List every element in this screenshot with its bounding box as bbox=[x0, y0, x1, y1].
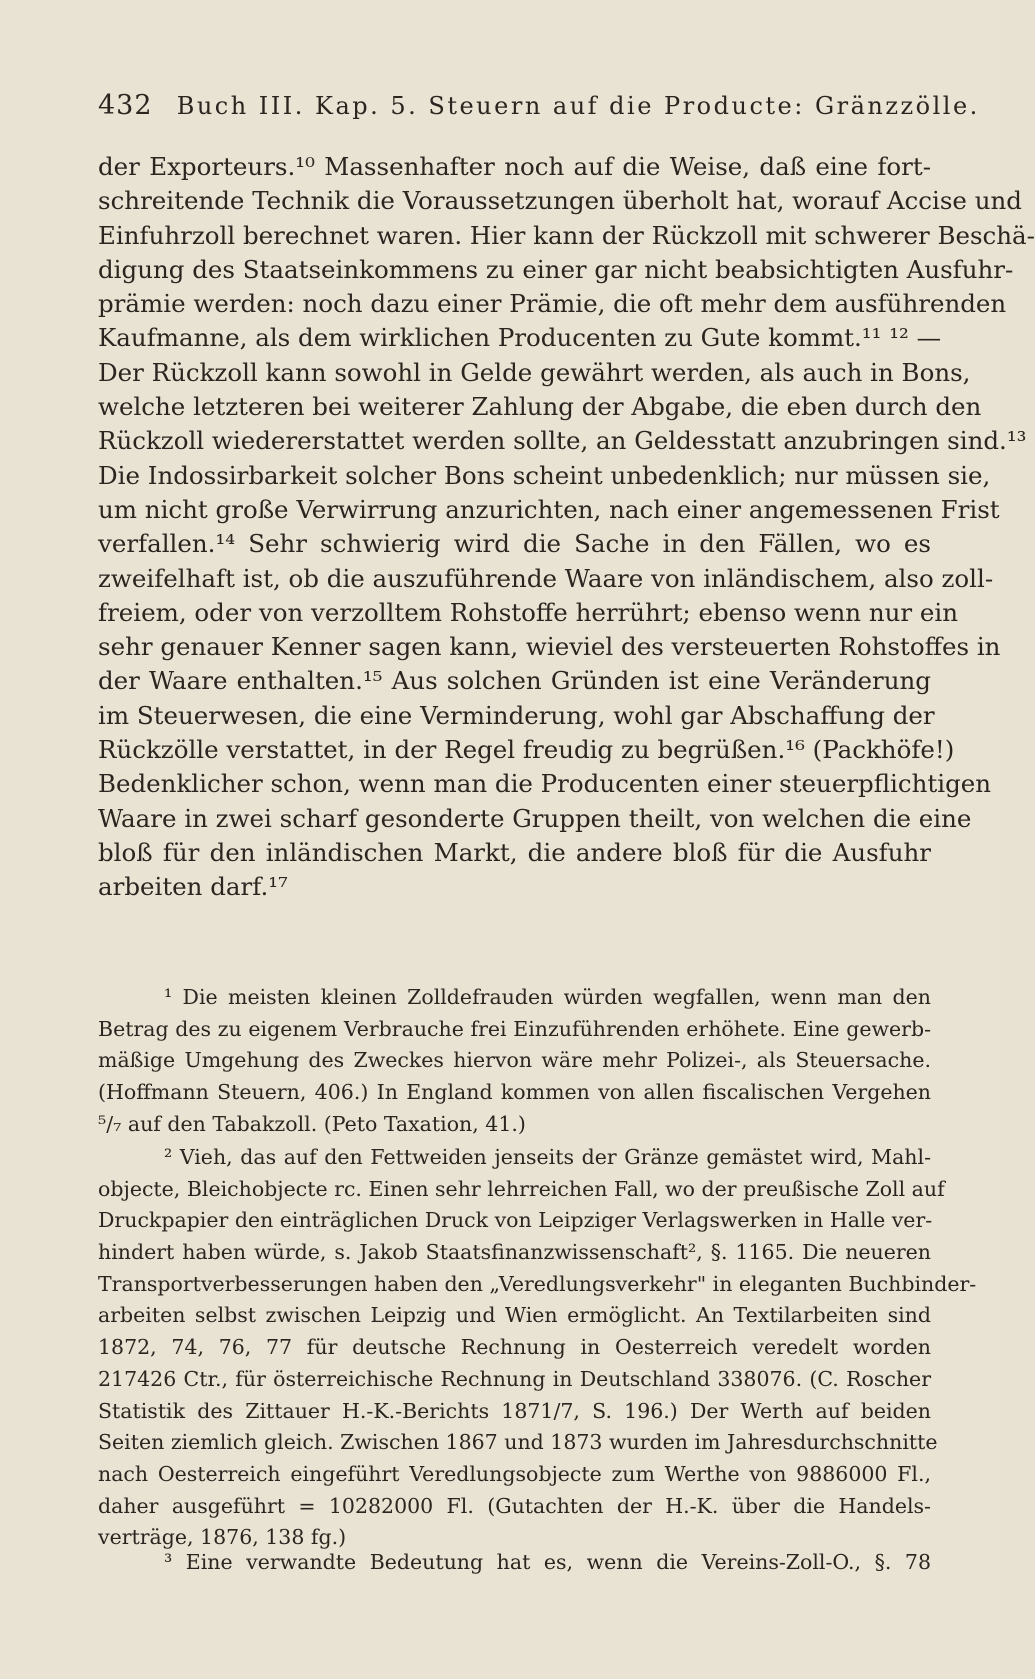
text-line: im Steuerwesen, die eine Verminderung, wohl gar Abschaffung der bbox=[98, 700, 935, 730]
page-number: 432 bbox=[98, 90, 153, 121]
footnote-line: objecte, Bleichobjecte rc. Einen sehr lehrreichen Fall, wo der preußische Zoll auf bbox=[98, 1176, 945, 1201]
text-line: verfallen.¹⁴ Sehr schwierig wird die Sache in den Fällen, wo es bbox=[98, 529, 931, 559]
footnote-line: Betrag des zu eigenem Verbrauche frei Einzuführenden erhöhete. Eine gewerb- bbox=[98, 1016, 931, 1041]
footnote-line: ¹ Die meisten kleinen Zolldefrauden würden wegfallen, wenn man den bbox=[164, 985, 931, 1009]
text-line: prämie werden: noch dazu einer Prämie, die oft mehr dem ausführenden bbox=[98, 289, 1007, 319]
main-text bbox=[98, 150, 1035, 905]
footnote-line: ² Vieh, das auf den Fettweiden jenseits der Gränze gemästet wird, Mahl- bbox=[164, 1145, 931, 1169]
running-title: Buch III. Kap. 5. Steuern auf die Producte: Gränzzölle. bbox=[176, 92, 980, 120]
text-line: welche letzteren bei weiterer Zahlung der Abgabe, die eben durch den bbox=[98, 392, 982, 422]
footnote-line: 1872, 74, 76, 77 für deutsche Rechnung in Oesterreich veredelt worden bbox=[98, 1335, 931, 1360]
footnote-line: mäßige Umgehung des Zweckes hiervon wäre mehr Polizei-, als Steuersache. bbox=[98, 1048, 931, 1073]
footnote-3 bbox=[98, 1547, 931, 1579]
footnote-line: arbeiten selbst zwischen Leipzig und Wien ermöglicht. An Textilarbeiten sind bbox=[98, 1303, 931, 1328]
text-line: Einfuhrzoll berechnet waren. Hier kann der Rückzoll mit schwerer Beschä- bbox=[98, 220, 1035, 250]
footnote-1 bbox=[98, 982, 931, 1140]
text-line: der Exporteurs.¹⁰ Massenhafter noch auf die Weise, daß eine fort- bbox=[98, 152, 931, 181]
footnote-line: hindert haben würde, s. Jakob Staatsfinanzwissenschaft², §. 1165. Die neueren bbox=[98, 1240, 931, 1265]
footnote-line: ³ Eine verwandte Bedeutung hat es, wenn die Vereins-Zoll-O., §. 78 bbox=[164, 1550, 931, 1574]
text-line: um nicht große Verwirrung anzurichten, nach einer angemessenen Frist bbox=[98, 494, 1000, 524]
footnote-line: verträge, 1876, 138 fg.) bbox=[98, 1525, 347, 1550]
text-line: zweifelhaft ist, ob die auszuführende Waare von inländischem, also zoll- bbox=[98, 563, 994, 593]
footnote-line: nach Oesterreich eingeführt Veredlungsobjecte zum Werthe von 9886000 Fl., bbox=[98, 1461, 931, 1486]
text-line: sehr genauer Kenner sagen kann, wieviel des versteuerten Rohstoffes in bbox=[98, 632, 1001, 662]
footnote-line: (Hoffmann Steuern, 406.) In England kommen von allen fiscalischen Vergehen bbox=[98, 1080, 931, 1105]
text-line: der Waare enthalten.¹⁵ Aus solchen Gründen ist eine Veränderung bbox=[98, 666, 931, 696]
text-line: Die Indossirbarkeit solcher Bons scheint unbedenklich; nur müssen sie, bbox=[98, 460, 991, 490]
text-line: digung des Staatseinkommens zu einer gar nicht beabsichtigten Ausfuhr- bbox=[98, 254, 1014, 284]
text-line: Waare in zwei scharf gesonderte Gruppen theilt, von welchen die eine bbox=[98, 803, 972, 833]
text-line: Kaufmanne, als dem wirklichen Producenten zu Gute kommt.¹¹ ¹² — bbox=[98, 323, 942, 353]
text-line: Der Rückzoll kann sowohl in Gelde gewährt werden, als auch in Bons, bbox=[98, 357, 971, 387]
text-line: Rückzoll wiedererstattet werden sollte, an Geldesstatt anzubringen sind.¹³ bbox=[98, 426, 1027, 456]
footnote-line: Statistik des Zittauer H.-K.-Berichts 1871/7, S. 196.) Der Werth auf beiden bbox=[98, 1398, 931, 1423]
text-line: Rückzölle verstattet, in der Regel freudig zu begrüßen.¹⁶ (Packhöfe!) bbox=[98, 735, 955, 765]
footnote-2 bbox=[98, 1142, 977, 1554]
footnote-line: Druckpapier den einträglichen Druck von Leipziger Verlagswerken in Halle ver- bbox=[98, 1208, 933, 1233]
footnote-line: 217426 Ctr., für österreichische Rechnung in Deutschland 338076. (C. Roscher bbox=[98, 1366, 931, 1391]
footnote-line: ⁵/₇ auf den Tabakzoll. (Peto Taxation, 41.) bbox=[98, 1111, 526, 1136]
text-line: arbeiten darf.¹⁷ bbox=[98, 872, 288, 902]
text-line: Bedenklicher schon, wenn man die Producenten einer steuerpflichtigen bbox=[98, 769, 992, 799]
footnote-line: Transportverbesserungen haben den „Veredlungsverkehr" in eleganten Buchbinder- bbox=[98, 1271, 977, 1296]
footnote-line: Seiten ziemlich gleich. Zwischen 1867 und 1873 wurden im Jahresdurchschnitte bbox=[98, 1430, 938, 1455]
text-line: schreitende Technik die Voraussetzungen überholt hat, worauf Accise und bbox=[98, 186, 1022, 216]
text-line: bloß für den inländischen Markt, die andere bloß für die Ausfuhr bbox=[98, 837, 931, 867]
running-header bbox=[98, 90, 980, 130]
text-line: freiem, oder von verzolltem Rohstoffe herrührt; ebenso wenn nur ein bbox=[98, 597, 959, 627]
footnote-line: daher ausgeführt = 10282000 Fl. (Gutachten der H.-K. über die Handels- bbox=[98, 1493, 931, 1518]
